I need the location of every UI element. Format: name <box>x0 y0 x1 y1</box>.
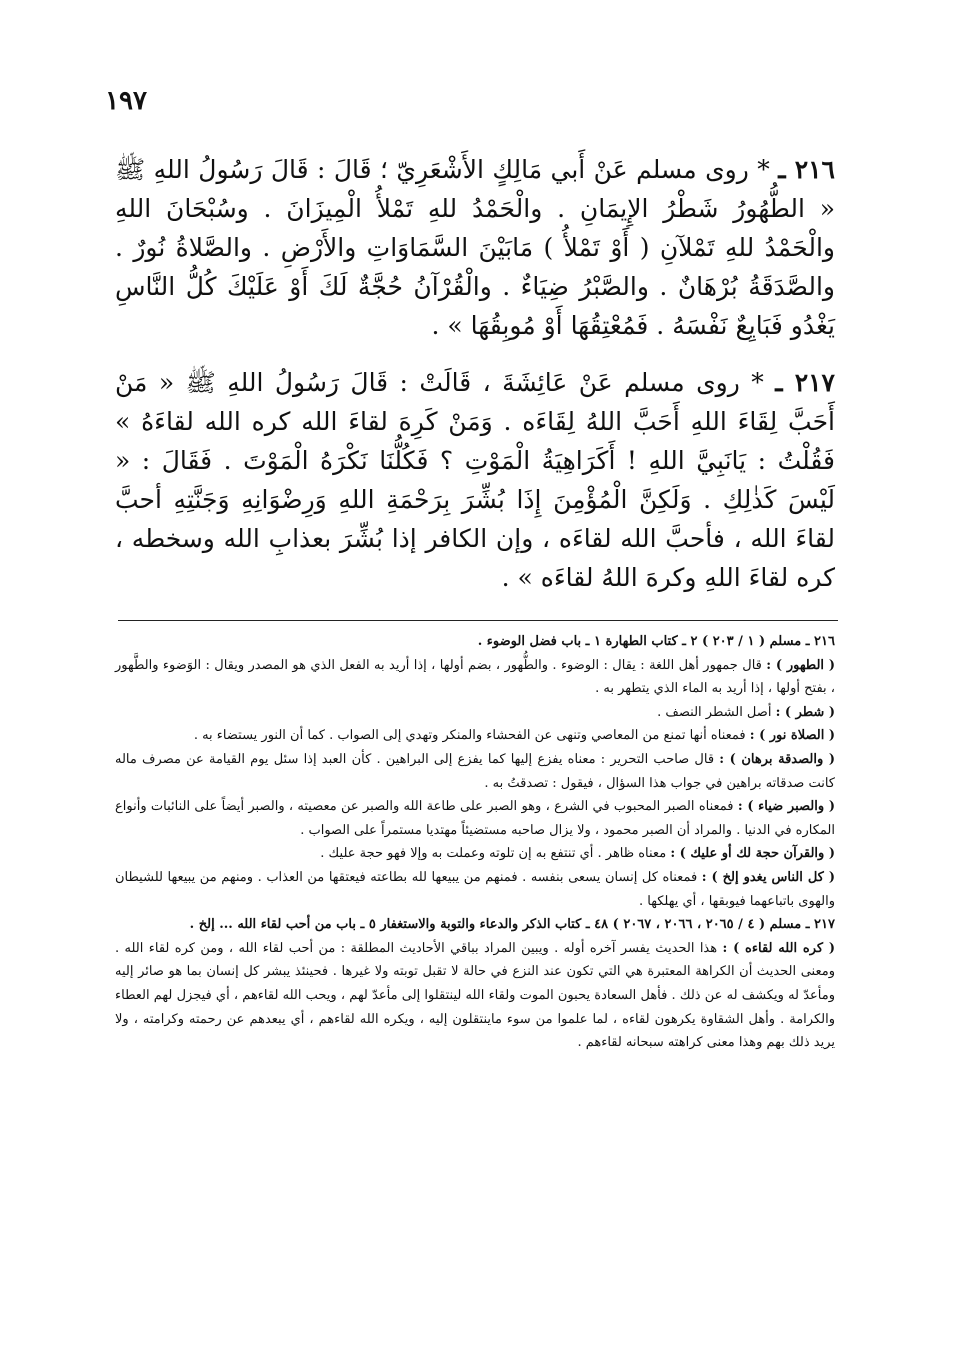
hadith-text: * روى مسلم عَنْ أَبي مَالِكٍ الأَشْعَرِيّ ؛ قَالَ : قَالَ رَسُولُ اللهِ ﷺ « الطُّهُورُ شَطْرُ الإِيمَانِ . والْحَمْدُ للهِ تَمْلأُ الْمِيزَانَ . وسُبْحَانَ اللهِ والْحَمْدُ للهِ تَمْلآنِ ( أَوْ تَمْلأُ ) مَابَيْنَ السَّمَاوَاتِ والأَرْضِ . والصَّلاةُ نُورٌ . والصَّدَقَةُ بُرْهَانٌ . والصَّبْرُ ضِيَاءٌ . والْقُرْآنُ حُجَّةٌ لَكَ أَوْ عَلَيْكَ كُلُّ النَّاسِ يَغْدُو فَبَايِعٌ نَفْسَهُ . فَمُعْتِقُهَا أَوْ مُوبِقُهَا » . <box>115 155 835 340</box>
footnote-note <box>115 748 835 795</box>
footnote-term: ( كل الناس يغدو إلخ ) : <box>701 869 835 885</box>
footnote-note <box>115 654 835 701</box>
footnote-note <box>115 937 835 1055</box>
footnote-text: فمعناه أنها تمنع من المعاصي وتنهى عن الفحشاء والمنكر وتهدي إلى الصواب . كما أن النور يستضاء به . <box>193 728 746 744</box>
page-number: ١٩٧ <box>105 86 147 116</box>
footnote-term: ( شطر ) : <box>775 704 835 720</box>
footnote-note <box>115 724 835 748</box>
footnote-note <box>115 701 835 725</box>
footnote-text: هذا الحديث يفسر آخره أوله . ويبين المراد بباقي الأحاديث المطلقة : من أحب لقاء الله ، ومن كره لقاء الله . ومعنى الحديث أن الكراهة المعتبرة هي التي تكون عند النزع في حالة لا تقبل توبته ولا غيرها . فحينئذ يبشر كل إنسان بما هو صائر إليه ومأعدّ له ويكشف له عن ذلك . فأهل السعادة يحبون الموت ولقاء الله لينتقلوا إلى مأعدّ لهم ، ويحب الله لقاءهم ، أي فيجزل لهم العطاء والكرامة . وأهل الشقاوة يكرهون لقاءه ، لما علموا من سوء ماينتقلون إليه ، ويكره الله لقاءهم ، أي يبعدهم عن رحمته وكرامته ، ولا يريد ذلك بهم وهذا معنى كراهته سبحانه لقاءهم . <box>115 940 835 1051</box>
footnote-term: ( والصدقة برهان ) : <box>719 751 835 767</box>
main-text <box>115 150 835 615</box>
footnote-source-216: ٢١٦ ـ مسلم ( ١ / ٢٠٣ ) ٢ ـ كتاب الطهارة ١ ـ باب فضل الوضوء . <box>477 634 835 649</box>
hadith-216 <box>115 150 835 345</box>
hadith-number: ٢١٦ ـ <box>778 155 835 184</box>
footnote-term: ( كره الله لقاءه ) : <box>722 940 836 956</box>
footnote-text: فمعناه الصبر المحبوب في الشرع ، وهو الصبر على طاعة الله والصبر عن معصيته ، والصبر أيضاً على النائبات وأنواع المكاره في الدنيا . والمراد أن الصبر محمود ، ولا يزال صاحبه مستضيئاً مهتديا مستمراً على الصواب . <box>115 799 835 838</box>
footnote-term: ( الطهور ) : <box>766 657 835 673</box>
footnote-term: ( والصبر ضياء ) : <box>737 799 835 815</box>
hadith-217 <box>115 363 835 597</box>
footnote-note <box>115 866 835 913</box>
footnote-note <box>115 842 835 866</box>
footnotes <box>115 630 835 1055</box>
footnote-source-217: ٢١٧ ـ مسلم ( ٤ / ٢٠٦٥ ، ٢٠٦٦ ، ٢٠٦٧ ) ٤٨ ـ كتاب الذكر والدعاء والتوبة والاستغفار ٥ ـ باب من أحب لقاء الله ... إلخ . <box>189 917 835 933</box>
hadith-text: * روى مسلم عَنْ عَائِشَةَ ، قَالَتْ : قَالَ رَسُولُ اللهِ ﷺ « مَنْ أَحَبَّ لِقَاءَ اللهِ أَحَبَّ اللهُ لِقَاءَه . وَمَنْ كَرِهَ لقاءَ الله كره الله لقاءَهُ » فَقُلْتُ : يَانَبِيَّ اللهِ ! أَكَرَاهِيَةُ الْمَوْتِ ؟ فَكُلُّنَا نَكْرَهُ الْمَوْتَ . فَقَالَ : « لَيْسَ كَذٰلِكِ . وَلَكِنَّ الْمُؤْمِنَ إِذَا بُشِّرَ بِرَحْمَةِ اللهِ وَرِضْوَانِهِ وَجَنَّتِهِ أحبَّ لقاءَ الله ، فأحبَّ الله لقاءَه ، وإن الكافر إذا بُشِّرَ بعذابِ الله وسخطه ، كره لقاءَ اللهِ وكرهَ اللهُ لقاءَه » . <box>115 368 835 592</box>
footnote-term: ( والقرآن حجة لك أو عليك ) : <box>670 846 835 862</box>
hadith-number: ٢١٧ ـ <box>775 368 835 397</box>
footnote-note <box>115 795 835 842</box>
footnote-divider <box>118 620 838 621</box>
footnote-term: ( الصلاة نور ) : <box>749 728 835 744</box>
footnote-text: معناه ظاهر . أي تنتفع به إن تلوته وعملت به وإلا فهو حجة عليك . <box>320 846 667 862</box>
footnote-text: قال جمهور أهل اللغة : يقال : الوضوء . والطُّهور ، بضم أولها ، إذا أريد به الفعل الذي هو المصدر ويقال : الوَضوء والطَّهور ، بفتح أولها ، إذا أريد به الماء الذي يتطهر به . <box>115 657 835 697</box>
footnote-text: فمعناه كل إنسان يسعى بنفسه . فمنهم من يبيعها لله بطاعته فيعتقها من العذاب . ومنهم من يبيعها للشيطان والهوى باتباعهما فيوبقها ، أي يهلكها . <box>115 869 835 909</box>
footnote-text: قال صاحب التحرير : معناه يفزع إليها كما يفزع إلى البراهين . كأن العبد إذا سئل يوم القيامة عن مصرف ماله كانت صدقاته براهين في جواب هذا السؤال ، فيقول : تصدقتُ به . <box>115 751 835 791</box>
footnote-text: أصل الشطر النصف . <box>657 704 772 720</box>
